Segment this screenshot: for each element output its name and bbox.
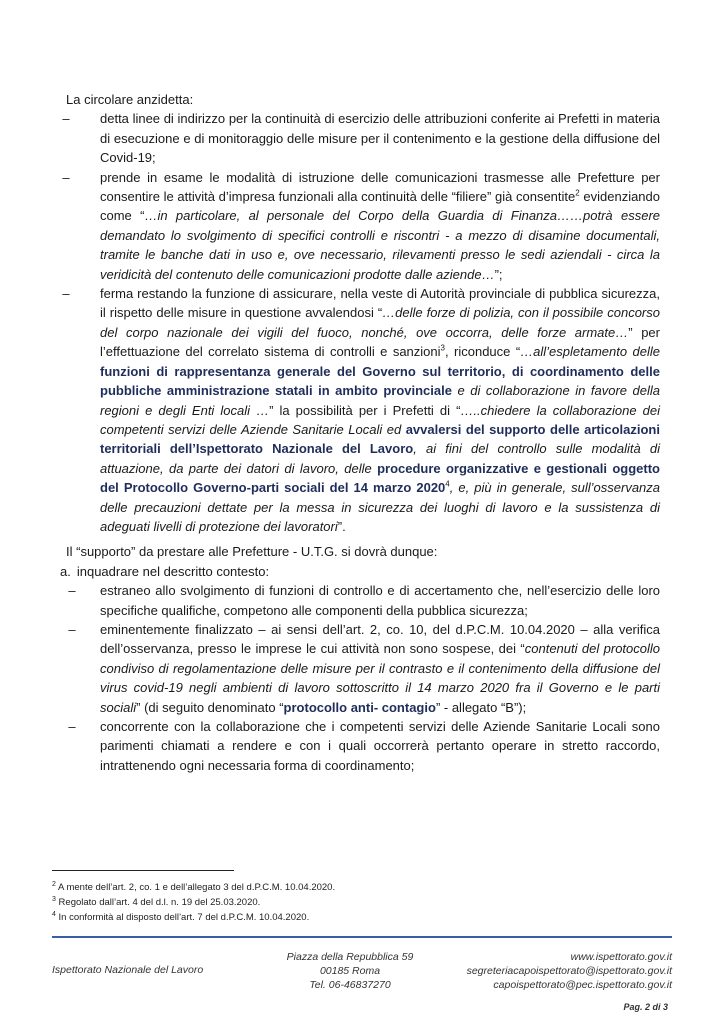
sub-list-item-2: – eminentemente finalizzato – ai sensi dell’art. 2, co. 10, del d.P.C.M. 10.04.2020 – alla verifica dell’osservanza, presso le imprese le cui attività non sono sospese, dei “contenuti del protocollo condiviso di regolamentazione delle misure per il contrasto e il contenimento della diffusione del virus covid-19 negli ambienti di lavoro sottoscritto il 14 marzo 2020 fra il Governo e le parti sociali” (di seguito denominato “protocollo anti- contagio” - allegato “B”);	[60, 620, 660, 717]
footer-organization: Ispettorato Nazionale del Lavoro	[52, 964, 204, 976]
document-body	[60, 90, 660, 775]
support-intro: Il “supporto” da prestare alle Prefetture - U.T.G. si dovrà dunque:	[66, 544, 438, 560]
pec-link[interactable]: capoispettorato@pec.ispettorato.gov.it	[493, 979, 672, 991]
dash-bullet: –	[62, 111, 70, 127]
footnote-ref-4: 4	[445, 479, 450, 489]
footer-divider	[52, 936, 672, 938]
footnote-ref-3: 3	[440, 343, 445, 353]
dash-bullet: –	[68, 719, 76, 734]
dash-bullet: –	[68, 621, 76, 637]
footnotes	[52, 880, 335, 925]
footer-contacts	[467, 950, 672, 992]
footer-address: Piazza della Repubblica 59 00185 Roma Tel. 06-46837270	[286, 951, 414, 991]
footnote-4: $^4$ In conformità al disposto dell’art. 7 del d.P.C.M. 10.04.2020.	[52, 910, 310, 923]
footnote-ref-2: 2	[575, 188, 580, 198]
list-item-3: – ferma restando la funzione di assicurare, nella veste di Autorità provinciale di pubblica sicurezza, il rispetto delle misure in questione avvalendosi “…delle forze di polizia, con il possibile concorso del corpo nazionale dei vigili del fuoco, nonché, ove occorra, delle forze armate…” per l’effettuazione del correlato sistema di controlli e sanzioni$^3$, riconduce “…all’espletamento delle funzioni di rappresentanza generale del Governo sul territorio, di coordinamento delle pubbliche amministrazione statali in ambito provinciale e di collaborazione in favore della regioni e degli Enti locali …” la possibilità per i Prefetti di “…..chiedere la collaborazione dei competenti servizi delle Aziende Sanitarie Locali ed avvalersi del supporto delle articolazioni territoriali dell’Ispettorato Nazionale del Lavoro, ai fini del controllo sulle modalità di attuazione, da parte dei datori di lavoro, delle procedure organizzative e gestionali oggetto del Protocollo Governo-parti sociali del 14 marzo 2020$^4$, e, più in generale, sull’osservanza delle precauzioni dettate per la messa in sicurezza dei luoghi di lavoro e la sussistenza di adeguati livelli di protezione dei lavoratori”.	[60, 284, 660, 536]
dash-bullet: –	[62, 286, 70, 302]
footnote-3: $^3$ Regolato dall’art. 4 del d.l. n. 19 del 25.03.2020.	[52, 895, 261, 908]
footnote-divider	[52, 870, 234, 871]
website-link[interactable]: www.ispettorato.gov.it	[570, 951, 672, 963]
sub-list-item-3: – concorrente con la collaborazione che i competenti servizi delle Aziende Sanitarie Locali sono parimenti chiamati a rendere e con i quali occorrerà pertanto operare in stretto raccordo, intrattenendo ogni necessaria forma di coordinamento;	[60, 717, 660, 775]
page-number: Pag. 2 di 3	[623, 1002, 668, 1012]
alpha-item	[60, 562, 660, 581]
dash-bullet: –	[62, 169, 70, 185]
list-item-2: – prende in esame le modalità di istruzione delle comunicazioni trasmesse alle Prefetture per consentire le attività d’impresa funzionali alla continuità delle “filiere” già consentite$^2$ evidenziando come “…in particolare, al personale del Corpo della Guardia di Finanza……potrà essere demandato lo svolgimento di specifici controlli e riscontri - a mezzo di disamine documentali, tramite le banche dati in uso e, ove necessario, rilevamenti presso le sedi aziendali - circa la veridicità del contenuto delle comunicazioni prodotte dalle aziende…”;	[60, 168, 660, 284]
sub-list-item-1: – estraneo allo svolgimento di funzioni di controllo e di accertamento che, nell’esercizio delle loro specifiche qualifiche, competono alle componenti della pubblica sicurezza;	[60, 581, 660, 620]
dash-bullet: –	[68, 583, 76, 599]
intro-line: La circolare anzidetta:	[66, 92, 194, 107]
email-link[interactable]: segreteriacapoispettorato@ispettorato.gov.it	[466, 965, 672, 977]
sub-list	[60, 581, 660, 775]
alpha-marker: a.	[60, 563, 71, 579]
alpha-text: inquadrare nel descritto contesto:	[76, 563, 270, 579]
footnote-2: $^2$ A mente dell’art. 2, co. 1 e dell’allegato 3 del d.P.C.M. 10.04.2020.	[52, 880, 336, 893]
list-item-1: – detta linee di indirizzo per la continuità di esercizio delle attribuzioni conferite ai Prefetti in materia di esecuzione e di monitoraggio delle misure per il contenimento e la gestione della diffusione del Covid-19;	[60, 109, 660, 167]
